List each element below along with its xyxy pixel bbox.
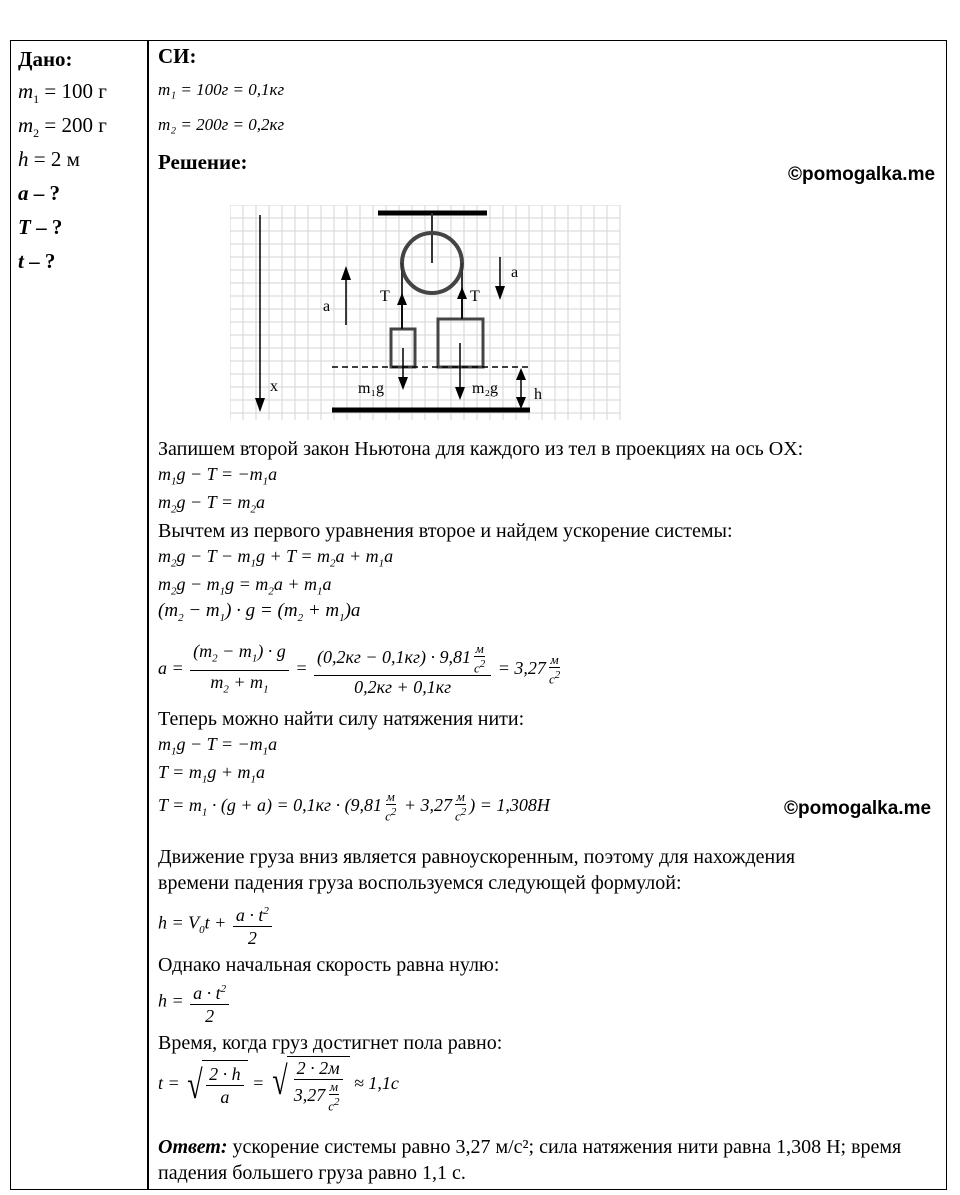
label-T-right: T <box>470 288 480 305</box>
eq-motion: $h = V_0t$ + $\frac{a \cdot t^2}{2}$ <box>158 900 274 949</box>
given-item: a – ? <box>18 181 60 205</box>
eq-time: t = √ $\frac{2 \cdot h}{a}$ = √ 2 · 2м 3,27 $\frac{м}{с^2}$ ≈ 1,1с <box>158 1058 399 1114</box>
newton-text: Запишем второй закон Ньютона для каждого из тел в проекциях на ось OX: <box>158 438 804 460</box>
given-item: h = 2 м <box>18 147 80 171</box>
label-h: h <box>534 386 542 403</box>
answer-text: ускорение системы равно 3,27 м/с²; сила натяжения нити равна 1,308 Н; время падения большего груза равно 1,1 с. <box>158 1136 902 1184</box>
label-m2g: m₂g <box>472 380 499 397</box>
eq-tension-1: $m_1g - T = -m_1a$ <box>158 734 278 758</box>
zero-speed-text: Однако начальная скорость равна нулю: <box>158 954 500 976</box>
motion-text-1: Движение груза вниз является равноускоренным, поэтому для нахождения <box>158 846 796 868</box>
subtract-text: Вычтем из первого уравнения второе и найдем ускорение системы: <box>158 520 733 542</box>
eq-sub-1: $m_2g - T - m_1g + T = m_2a + m_1a$ <box>158 546 394 570</box>
answer-label: Ответ: <box>158 1136 228 1158</box>
answer <box>158 1134 933 1186</box>
tension-text: Теперь можно найти силу натяжения нити: <box>158 708 525 730</box>
given-item: t – ? <box>18 249 56 273</box>
eq-newton-1: $m_1g - T = -m_1a$ <box>158 464 278 488</box>
given-item: $m_2 = 200$ г <box>18 113 107 141</box>
motion-text-2: времени падения груза воспользуемся следующей формулой: <box>158 872 682 894</box>
eq-newton-2: $m_2g - T = m_2a$ <box>158 492 265 516</box>
eq-sub-2: $m_2g - m_1g = m_2a + m_1a$ <box>158 574 332 598</box>
si-line-1: m₁ = 100г = 0,1кг <box>158 80 285 99</box>
label-a-right: a <box>511 264 519 281</box>
eq-sub-3: $(m_2 - m_1) \cdot g = (m_2 + m_1)a$ <box>158 600 361 624</box>
solution-title: Решение: <box>158 150 248 174</box>
label-x: x <box>270 378 278 395</box>
given-column <box>18 44 143 278</box>
si-title: СИ: <box>158 44 197 68</box>
si-line-2: m₂ = 200г = 0,2кг <box>158 115 285 134</box>
label-a-left: a <box>323 298 331 315</box>
watermark: ©pomogalka.me <box>788 164 936 185</box>
column-divider <box>147 40 149 1190</box>
eq-acceleration: a = $\frac{(m_2 - m_1) \cdot g}{m_2 + m_1}$ = (0,2кг − 0,1кг) · 9,81 $\frac{м}{с^2}$ 0,2кг + 0,1кг = 3,27 $\frac{м}{с^2}$ <box>158 640 561 698</box>
label-T-left: T <box>380 288 390 305</box>
watermark: ©pomogalka.me <box>784 798 932 819</box>
given-item: $m_1 = 100$ г <box>18 79 107 107</box>
given-item: T – ? <box>18 215 63 239</box>
eq-tension-3: $T = m_1 \cdot (g + a) = 0,1кг \cdot (9,81$ $\frac{м}{с^2}$ + 3,27 $\frac{м}{с^2}$ ) = 1,308H <box>158 789 550 824</box>
label-m1g: m₁g <box>358 380 385 397</box>
given-title: Дано: <box>18 47 73 71</box>
time-text: Время, когда груз достигнет пола равно: <box>158 1032 503 1054</box>
eq-tension-2: $T = m_1g + m_1a$ <box>158 762 265 786</box>
eq-zero-speed: h = $\frac{a \cdot t^2}{2}$ <box>158 978 231 1027</box>
pulley-diagram <box>230 205 625 425</box>
